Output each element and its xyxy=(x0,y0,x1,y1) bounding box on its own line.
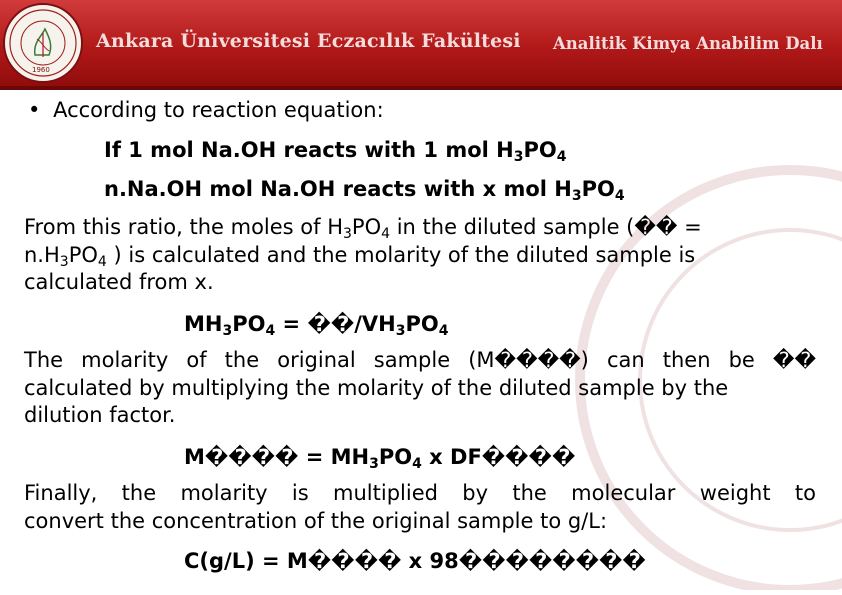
paragraph-line-5: calculated by multiplying the molarity of the diluted sample by the xyxy=(24,376,729,400)
bullet-line xyxy=(28,97,384,123)
formula-molarity-original: M���� = $MH_3PO_4$ x DF���� xyxy=(184,445,576,472)
paragraph-line-6: dilution factor. xyxy=(24,403,176,427)
paragraph-line-1: From this ratio, the moles of $H_3PO_4$ in the diluted sample (�� = xyxy=(24,215,702,242)
paragraph-line-8: convert the concentration of the original sample to g/L: xyxy=(24,509,608,533)
paragraph-line-3: calculated from x. xyxy=(24,270,214,294)
formula-molarity-diluted: $MH_3PO_4$ = $��/VH_3PO_4$ xyxy=(184,312,449,339)
formula-concentration: C(g/L) = M���� x 98�������� xyxy=(184,549,646,573)
paragraph-line-2: $n.H_3PO_4$ ) is calculated and the molarity of the diluted sample is xyxy=(24,243,696,270)
department-title: Analitik Kimya Anabilim Dalı xyxy=(553,34,823,53)
equation-line-2: n.Na.OH mol Na.OH reacts with x mol $H_3PO_4$ xyxy=(104,177,625,204)
faculty-title: Ankara Üniversitesi Eczacılık Fakültesi xyxy=(96,30,521,52)
bullet-icon: • xyxy=(28,98,41,122)
header-divider xyxy=(0,86,842,90)
paragraph-line-4: The molarity of the original sample (M����) can then be �� xyxy=(24,348,816,372)
university-seal-icon xyxy=(3,3,83,83)
paragraph-line-7: Finally, the molarity is multiplied by the molecular weight to xyxy=(24,481,816,505)
intro-text: According to reaction equation: xyxy=(53,98,384,122)
equation-line-1: If 1 mol Na.OH reacts with 1 mol $H_3PO_4$ xyxy=(104,138,567,165)
seal-year: 1960 xyxy=(32,66,50,74)
